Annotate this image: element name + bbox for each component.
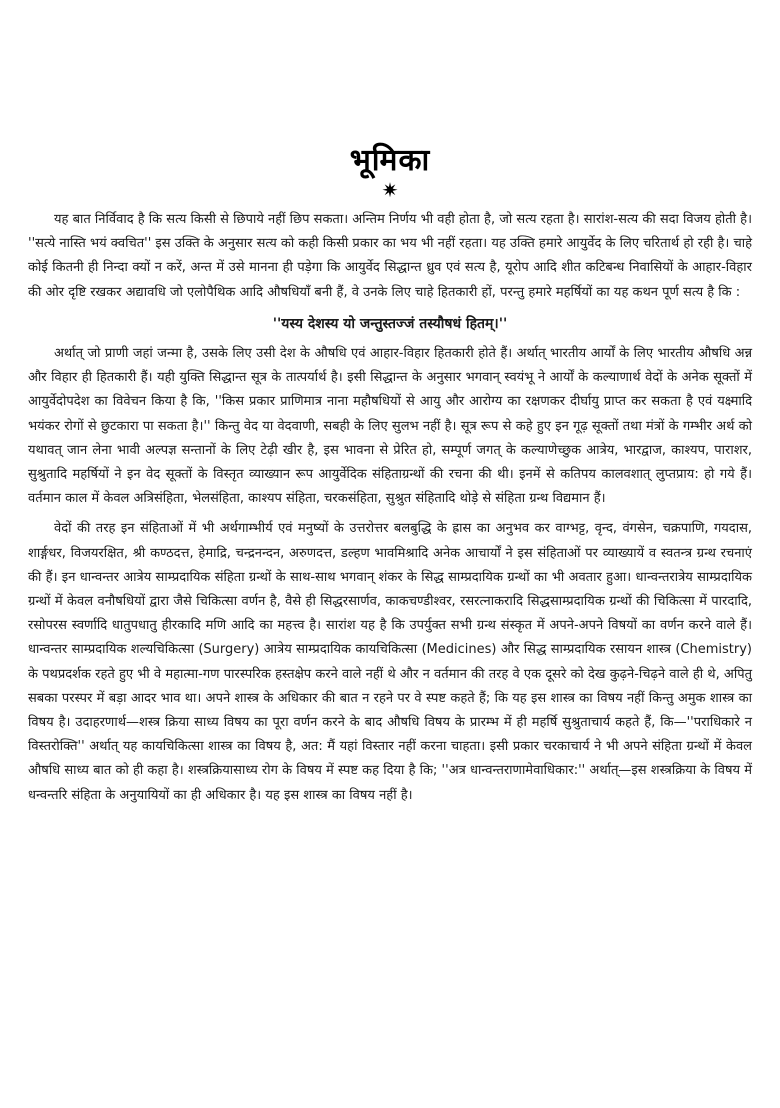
body-text [28, 208, 752, 808]
star-ornament-icon: ✷ [381, 178, 399, 202]
page-title: भूमिका [349, 143, 431, 178]
paragraph-2: अर्थात् जो प्राणी जहां जन्मा है, उसके लिए उसी देश के औषधि एवं आहार-विहार हितकारी होते हैं। अर्थात् भारतीय आर्यों के लिए भारतीय औषधि अन्न और विहार ही हितकारी हैं। यही युक्ति सिद्धान्त सूत्र के तात्पर्यार्थ है। इसी सिद्धान्त के अनुसार भगवान् स्वयंभू ने आर्यों के कल्याणार्थ वेदों के अनेक सूक्तों में आयुर्वेदोपदेश का विवेचन किया है कि, ''किस प्रकार प्राणिमात्र नाना महौषधियों से आयु और आरोग्य का रक्षणकर दीर्घायु प्राप्त कर सकता है एवं यक्ष्मादि भयंकर रोगों से छुटकारा पा सकता है।'' किन्तु वेद या वेदवाणी, सबही के लिए सुलभ नहीं है। सूत्र रूप से कहे हुए इन गूढ़ सूक्तों तथा मंत्रों के गम्भीर अर्थ को यथावत् जान लेना भावी अल्पज्ञ सन्तानों के लिए टेढ़ी खीर है, इस भावना से प्रेरित हो, सम्पूर्ण जगत् के कल्याणेच्छुक आत्रेय, भारद्वाज, काश्यप, पाराशर, सुश्रुतादि महर्षियों ने इन वेद सूक्तों के विस्तृत व्याख्यान रूप आयुर्वेदिक संहिताग्रन्थों की रचना की थी। इनमें से कतिपय कालवशात् लुप्तप्राय: हो गये हैं। वर्तमान काल में केवल अत्रिसंहिता, भेलसंहिता, काश्यप संहिता, चरकसंहिता, सुश्रुत संहितादि थोड़े से संहिता ग्रन्थ विद्यमान हैं। [28, 346, 752, 507]
paragraph-1: यह बात निर्विवाद है कि सत्य किसी से छिपाये नहीं छिप सकता। अन्तिम निर्णय भी वही होता है, जो सत्य रहता है। सारांश-सत्य की सदा विजय होती है। ''सत्ये नास्ति भयं क्वचित'' इस उक्ति के अनुसार सत्य को कही किसी प्रकार का भय भी नहीं रहता। यह उक्ति हमारे आयुर्वेद के लिए चरितार्थ हो रही है। चाहे कोई कितनी ही निन्दा क्यों न करें, अन्त में उसे मानना ही पड़ेगा कि आयुर्वेद सिद्धान्त ध्रुव एवं सत्य है, यूरोप आदि शीत कटिबन्ध निवासियों के आहार-विहार की ओर दृष्टि रखकर अद्यावधि जो एलोपैथिक आदि औषधियाँ बनी हैं, वे उनके लिए चाहे हितकारी हों, परन्तु हमारे महर्षियों का यह कथन पूर्ण सत्य है कि : [28, 212, 752, 300]
paragraph-3: वेदों की तरह इन संहिताओं में भी अर्थगाम्भीर्य एवं मनुष्यों के उत्तरोत्तर बलबुद्धि के ह्रास का अनुभव कर वाग्भट्ट, वृन्द, वंगसेन, चक्रपाणि, गयदास, शार्ङ्गधर, विजयरक्षित, श्री कण्ठदत्त, हेमाद्रि, चन्द्रनन्दन, अरुणदत्त, डल्हण भावमिश्रादि अनेक आचार्यों ने इस संहिताओं पर व्याख्यायें व स्वतन्त्र ग्रन्थ रचनाएं की हैं। इन धान्वन्तर आत्रेय साम्प्रदायिक संहिता ग्रन्थों के साथ-साथ भगवान् शंकर के सिद्ध साम्प्रदायिक ग्रन्थों का भी अवतार हुआ। धान्वन्तरात्रेय साम्प्रदायिक ग्रन्थों में केवल वनौषधियों द्वारा जैसे चिकित्सा वर्णन है, वैसे ही सिद्धरसार्णव, काकचण्डीश्वर, रसरत्नाकरादि सिद्धसाम्प्रदायिक ग्रन्थों की चिकित्सा में पारदादि, रसोपरस स्वर्णादि धातुपधातु हीरकादि मणि आदि का महत्त्व है। सारांश यह है कि उपर्युक्त सभी ग्रन्थ संस्कृत में अपने-अपने विषयों का वर्णन करने वाले हैं। धान्वन्तर साम्प्रदायिक शल्यचिकित्सा (Surgery) आत्रेय साम्प्रदायिक कायचिकित्सा (Medicines) और सिद्ध साम्प्रदायिक रसायन शास्त्र (Chemistry) के पथप्रदर्शक रहते हुए भी वे महात्मा-गण पारस्परिक हस्तक्षेप करने वाले नहीं थे और न वर्तमान की तरह वे एक दूसरे को देख कुढ़ने-चिढ़ने वाले ही थे, अपितु सबका परस्पर में बड़ा आदर भाव था। अपने शास्त्र के अधिकार की बात न रहने पर वे स्पष्ट कहते हैं; कि यह इस शास्त्र का विषय नहीं किन्तु अमुक शास्त्र का विषय है। उदाहरणार्थ—शस्त्र क्रिया साध्य विषय का पूरा वर्णन करने के बाद औषधि विषय के प्रारम्भ में ही महर्षि सुश्रुताचार्य कहते हैं, कि—''पराधिकारे न विस्तरोक्ति'' अर्थात् यह कायचिकित्सा शास्त्र का विषय है, अत: मैं यहां विस्तार नहीं करना चाहता। इसी प्रकार चरकाचार्य ने भी अपने संहिता ग्रन्थों में केवल औषधि साध्य बात को ही कहा है। शस्त्रक्रियासाध्य रोग के विषय में स्पष्ट कह दिया है कि; ''अत्र धान्वन्तराणामेवाधिकार:'' अर्थात्—इस शस्त्रक्रिया के विषय में धन्वन्तरि संहिता के अनुयायियों का ही अधिकार है। यह इस शास्त्र का विषय नहीं है। [28, 521, 752, 803]
sanskrit-quote: ''यस्य देशस्य यो जन्तुस्तज्जं तस्यौषधं हितम्।'' [272, 315, 508, 332]
